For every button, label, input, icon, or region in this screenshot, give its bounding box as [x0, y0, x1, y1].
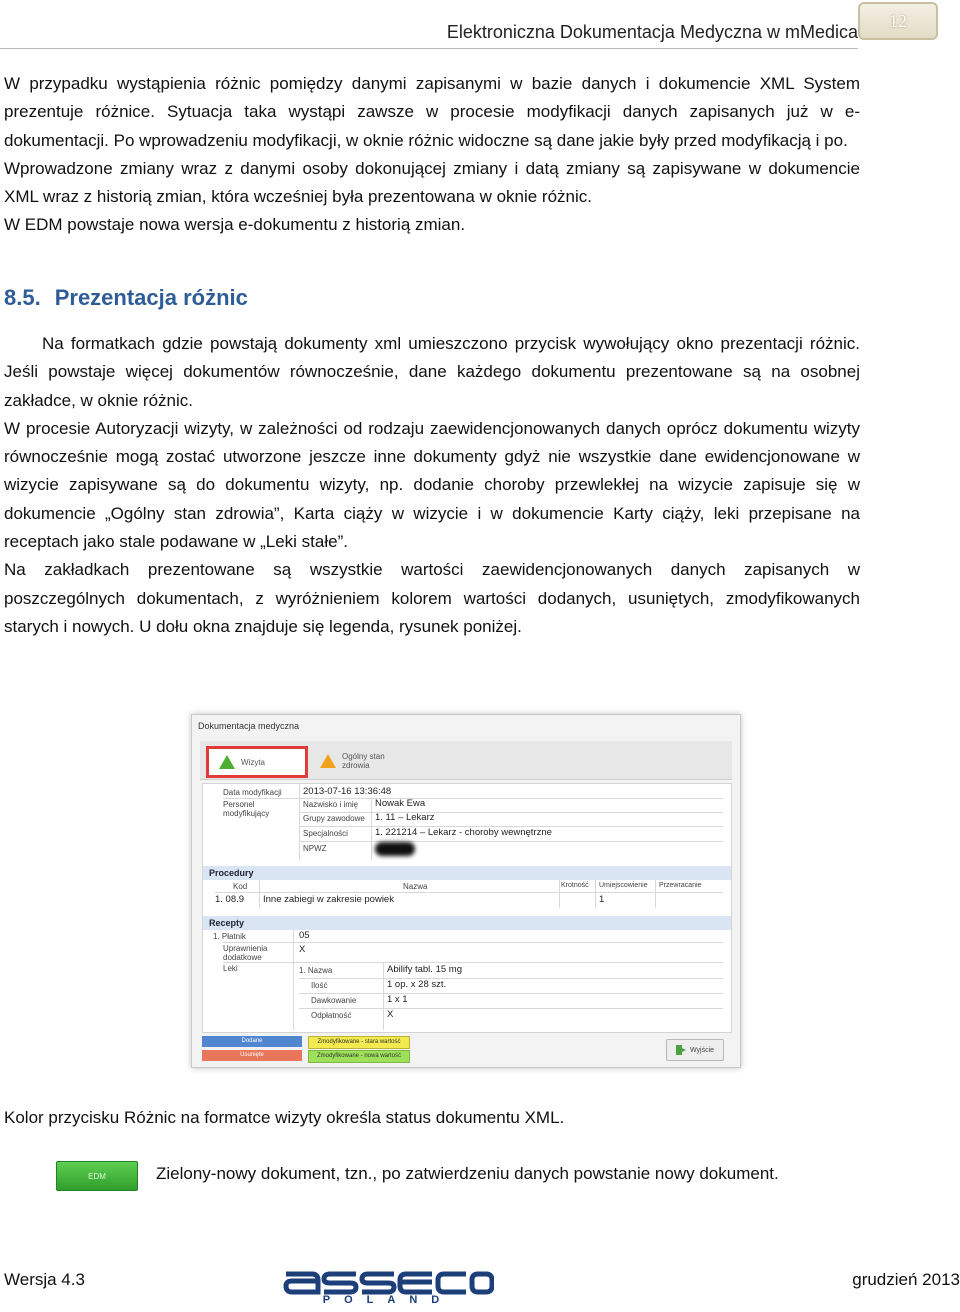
divider	[371, 798, 372, 860]
field-label: Ilość	[311, 981, 328, 990]
divider	[655, 880, 656, 908]
tab-label: Wizyta	[241, 757, 265, 767]
exit-label: Wyjście	[689, 1046, 715, 1054]
field-label: Specjalności	[303, 829, 348, 838]
tab-label: Ogólny stan zdrowia	[342, 752, 385, 770]
field-value: 1 op. x 28 szt.	[387, 979, 447, 990]
cell: 1. 08.9	[215, 894, 245, 905]
footer-version: Wersja 4.3	[4, 1270, 85, 1289]
asseco-logo-icon	[282, 1266, 494, 1296]
legend-removed: Usunięte	[202, 1050, 302, 1061]
divider	[215, 892, 723, 893]
field-value: Abilify tabl. 15 mg	[387, 964, 462, 975]
paragraph: Wprowadzone zmiany wraz z danymi osoby dokonującej zmiany i datą zmiany są zapisywane w dokumencie XML wraz z historią zmian, która wcześniej była prezentowana w oknie różnic.	[4, 158, 860, 207]
divider	[299, 784, 300, 860]
section-text	[4, 330, 860, 641]
legend-modified-old: Zmodyfikowane - stara wartość	[308, 1036, 410, 1049]
edm-status-text: Zielony-nowy dokument, tzn., po zatwierdzeniu danych powstanie nowy dokument.	[156, 1164, 779, 1183]
tab-wizyta[interactable]	[206, 746, 308, 778]
divider	[383, 962, 384, 1030]
field-label: Uprawnienia dodatkowe	[223, 944, 268, 962]
column-header: Nazwa	[403, 882, 428, 891]
legend	[202, 1033, 730, 1065]
cell: 1	[599, 894, 605, 905]
divider	[299, 812, 723, 813]
divider	[595, 880, 596, 908]
asseco-logo	[282, 1266, 494, 1312]
field-value: 1 x 1	[387, 994, 408, 1005]
legend-modified-new: Zmodyfikowane - nowa wartość	[308, 1050, 410, 1063]
field-label: Odpłatność	[311, 1011, 352, 1020]
cell: Inne zabiegi w zakresie powiek	[263, 894, 394, 905]
section-header-recepty: Recepty	[203, 916, 731, 930]
field-label: Leki	[223, 964, 238, 973]
intro-text	[4, 70, 860, 240]
field-value: X	[387, 1009, 394, 1020]
field-value: 1. 11 – Lekarz	[375, 812, 435, 823]
field-label: Nazwisko i imię	[303, 800, 359, 809]
divider	[223, 798, 723, 799]
divider	[299, 1008, 723, 1009]
field-label: Personel modyfikujący	[223, 800, 270, 818]
divider	[299, 993, 723, 994]
page-header	[0, 10, 960, 46]
field-value: 1. 221214 – Lekarz - choroby wewnętrzne	[375, 827, 552, 838]
paragraph: W procesie Autoryzacji wizyty, w zależności od rodzaju zaewidencjonowanych danych oprócz dokumentu wizyty równocześnie mogą zostać utworzone jeszcze inne dokumenty gdyż nie wszystkie dane ewidencjonowane w wizycie zapisywane są do dokumentu wizyty, np. dodanie choroby przewlekłej na wizycie zapisuje się w dokumencie „Ogólny stan zdrowia”, Karta ciąży w wizycie i w dokumencie Karty ciąży, leki przepisane na receptach jako stale podawane w „Leki stałe”.	[4, 418, 860, 552]
warning-icon	[320, 754, 336, 768]
column-header: Umiejscowienie	[599, 882, 648, 889]
section-number: 8.5.	[4, 285, 41, 310]
field-label: 1. Płatnik	[213, 932, 246, 941]
page-number-badge: 12	[858, 2, 938, 40]
section-title: Prezentacja różnic	[54, 285, 248, 310]
redacted-value	[375, 842, 415, 856]
divider	[559, 880, 560, 908]
legend-added: Dodane	[202, 1036, 302, 1047]
document-tabs	[200, 741, 732, 780]
field-label: Data modyfikacji	[223, 788, 282, 797]
field-value: 05	[299, 930, 310, 941]
header-rule	[0, 48, 858, 49]
divider	[293, 930, 294, 1030]
section-heading	[4, 285, 248, 311]
section-header-procedury: Procedury	[203, 866, 731, 880]
column-header: Krotność	[561, 882, 589, 889]
field-value: 2013-07-16 13:36:48	[303, 786, 392, 797]
tab-ogolny-stan-zdrowia[interactable]	[310, 747, 410, 775]
field-value: Nowak Ewa	[375, 798, 426, 809]
divider	[223, 962, 723, 963]
field-label: Grupy zawodowe	[303, 814, 365, 823]
divider	[259, 880, 260, 908]
footer-date: grudzień 2013	[852, 1270, 960, 1289]
differences-table	[202, 783, 732, 1033]
divider	[299, 978, 723, 979]
column-header: Przewracanie	[659, 882, 702, 889]
warning-icon	[219, 755, 235, 769]
field-label: Dawkowanie	[311, 996, 357, 1005]
logo-subtitle: POLAND	[322, 1294, 454, 1306]
paragraph: Na formatkach gdzie powstają dokumenty xml umieszczono przycisk wywołujący okno prezentacji różnic. Jeśli powstaje więcej dokumentów równocześnie, dane każdego dokumentu prezentowane są na osobnej zakładce, w oknie różnic.	[4, 334, 860, 410]
paragraph: W EDM powstaje nowa wersja e-dokumentu z historią zmian.	[4, 215, 466, 235]
paragraph: W przypadku wystąpienia różnic pomiędzy danymi zapisanymi w bazie danych i dokumencie XML System prezentuje różnice. Sytuacja taka wystąpi zawsze w procesie modyfikacji danych zapisanych już w e-dokumentacji. Po wprowadzeniu modyfikacji, w oknie różnic widoczne są dane jakie były przed modyfikacją i po.	[4, 74, 860, 150]
divider	[299, 841, 723, 842]
paragraph: Na zakładkach prezentowane są wszystkie wartości zaewidencjonowanych danych zapisanych w poszczególnych dokumentach, z wyróżnieniem kolorem wartości dodanych, usuniętych, zmodyfikowanych starych i nowych. U dołu okna znajduje się legenda, rysunek poniżej.	[4, 560, 860, 636]
differences-window-screenshot	[191, 714, 741, 1068]
field-label: 1. Nazwa	[299, 966, 333, 975]
exit-button[interactable]	[666, 1039, 724, 1061]
field-label: NPWZ	[303, 844, 327, 853]
divider	[223, 942, 723, 943]
edm-button: EDM	[56, 1161, 138, 1191]
window-title: Dokumentacja medyczna	[198, 721, 300, 731]
field-value: X	[299, 944, 306, 955]
header-title: Elektroniczna Dokumentacja Medyczna w mMedica	[446, 22, 858, 42]
column-header: Kod	[233, 882, 248, 891]
exit-icon	[676, 1045, 686, 1055]
caption-text: Kolor przycisku Różnic na formatce wizyty określa status dokumentu XML.	[4, 1108, 565, 1127]
